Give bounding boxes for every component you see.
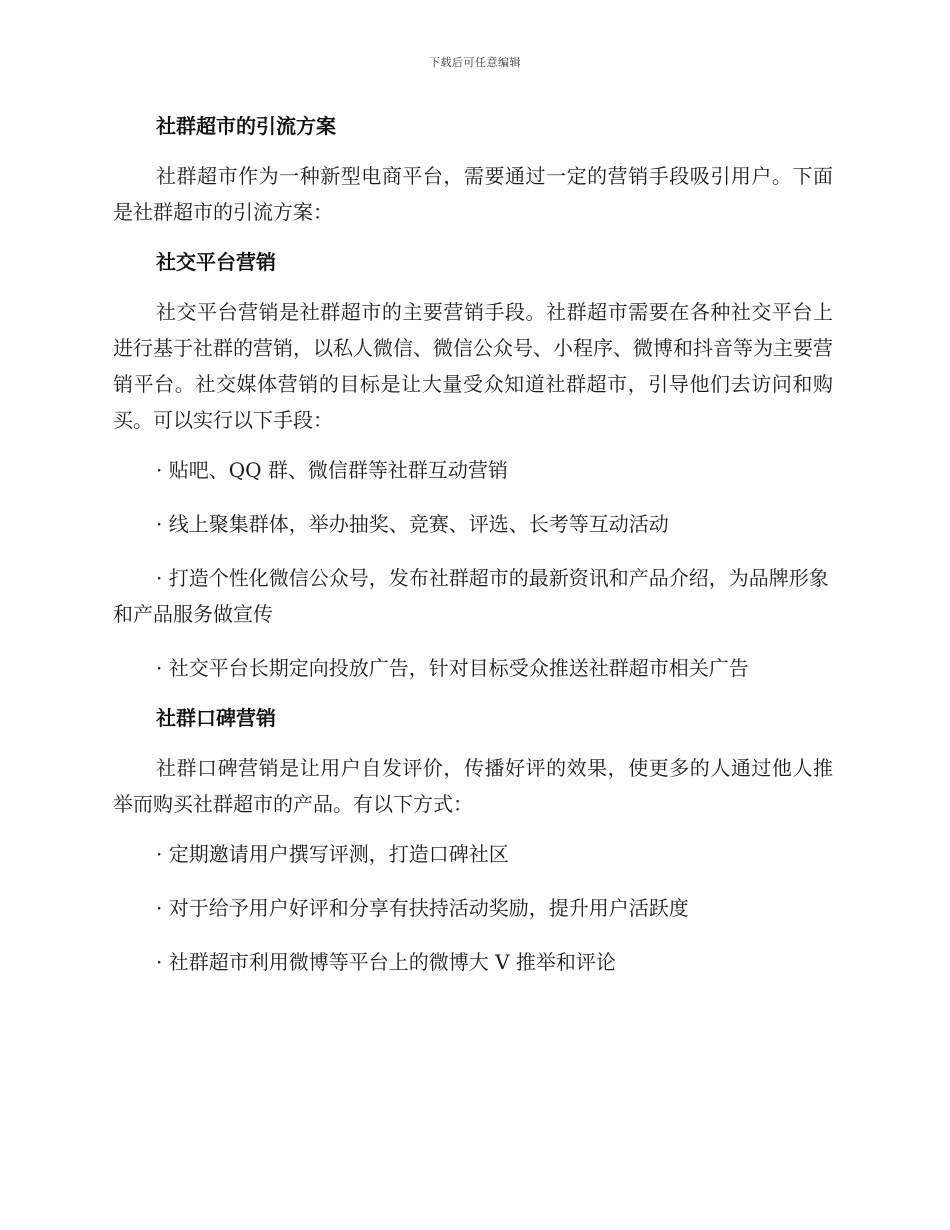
section-heading-social-platform: 社交平台营销	[156, 250, 276, 274]
section-paragraph-word-of-mouth: 社群口碑营销是让用户自发评价，传播好评的效果，使更多的人通过他人推举而购买社群超市的产品。有以下方式：	[113, 756, 833, 816]
document-body	[113, 108, 833, 980]
bullet-item: · 打造个性化微信公众号，发布社群超市的最新资讯和产品介绍，为品牌形象和产品服务做宣传	[113, 566, 829, 626]
document-title: 社群超市的引流方案	[156, 114, 336, 138]
bullet-item: · 对于给予用户好评和分享有扶持活动奖励，提升用户活跃度	[156, 896, 689, 920]
bullet-item: · 贴吧、QQ 群、微信群等社群互动营销	[156, 458, 508, 482]
bullet-item: · 社群超市利用微博等平台上的微博大 V 推举和评论	[156, 950, 616, 974]
intro-paragraph: 社群超市作为一种新型电商平台，需要通过一定的营销手段吸引用户。下面是社群超市的引流方案：	[113, 164, 833, 224]
header-note: 下载后可任意编辑	[429, 56, 521, 69]
bullet-item: · 社交平台长期定向投放广告，针对目标受众推送社群超市相关广告	[156, 656, 749, 680]
section-heading-word-of-mouth: 社群口碑营销	[156, 706, 276, 730]
section-paragraph-social-platform: 社交平台营销是社群超市的主要营销手段。社群超市需要在各种社交平台上进行基于社群的营销，以私人微信、微信公众号、小程序、微博和抖音等为主要营销平台。社交媒体营销的目标是让大量受众知道社群超市，引导他们去访问和购买。可以实行以下手段：	[113, 300, 833, 432]
bullet-item: · 定期邀请用户撰写评测，打造口碑社区	[156, 842, 509, 866]
bullet-item: · 线上聚集群体，举办抽奖、竞赛、评选、长考等互动活动	[156, 512, 669, 536]
